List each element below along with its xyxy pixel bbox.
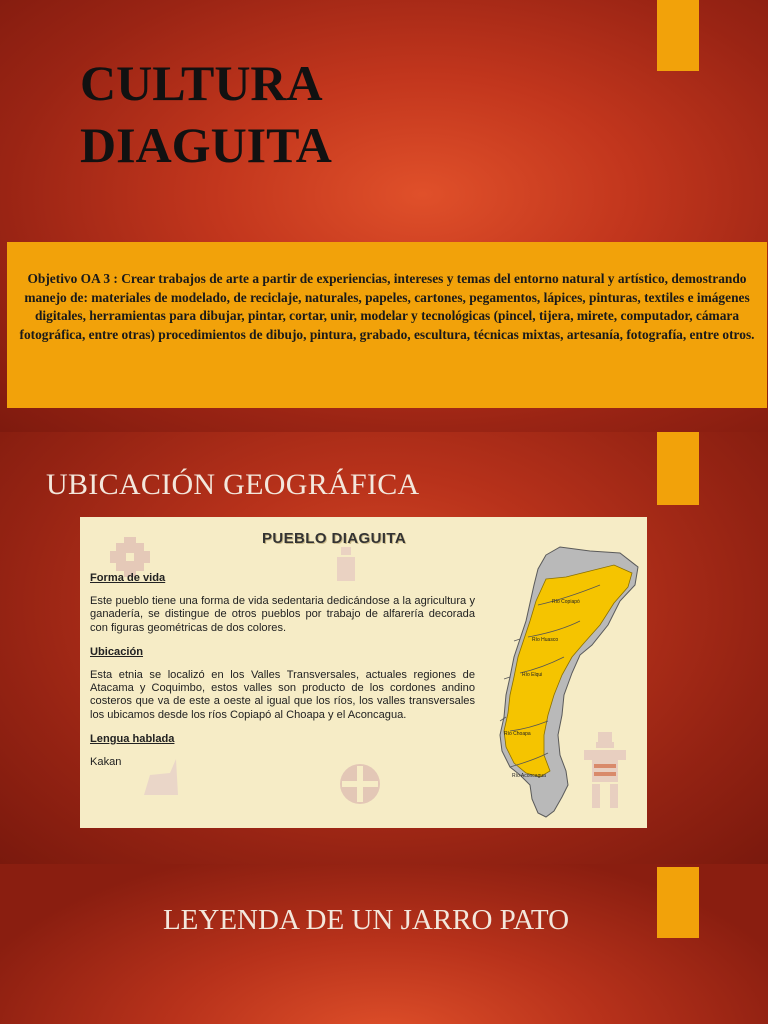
title-line-1: CULTURA bbox=[80, 55, 323, 111]
map-label: Río Choapa bbox=[504, 731, 531, 737]
section-heading: UBICACIÓN GEOGRÁFICA bbox=[46, 468, 420, 501]
map-label: Río Copiapó bbox=[552, 599, 580, 605]
slide-2 bbox=[0, 432, 768, 864]
objective-box: Objetivo OA 3 : Crear trabajos de arte a partir de experiencias, intereses y temas del entorno natural y artístico, demostrando manejo de: materiales de modelado, de reciclaje, naturales, papeles, cartones, pegamentos, lápices, pinturas, textiles e imágenes digitales, herramientas para dibujar, pintar, cortar, unir, modelar y tecnológicas (pincel, tijera, mirete, computador, cámara fotográfica, entre otras) procedimientos de dibujo, pintura, grabado, escultura, técnicas mixtas, artesanía, fotografía, entre otros. bbox=[7, 242, 767, 408]
section-text-forma-de-vida: Este pueblo tiene una forma de vida sedentaria dedicándose a la agricultura y ganadería, se distingue de otros pueblos por trabajo de alfarería decorada con figuras geométricas de dos colores. bbox=[90, 595, 475, 634]
map-label: Río Huasco bbox=[532, 637, 559, 643]
map-label: Río Aconcagua bbox=[512, 773, 546, 779]
geometric-motif-icon bbox=[110, 537, 150, 577]
section-heading-lengua: Lengua hablada bbox=[90, 732, 175, 745]
slide-3 bbox=[0, 864, 768, 1024]
section-text-ubicacion: Esta etnia se localizó en los Valles Transversales, actuales regiones de Atacama y Coquimbo, estos valles son producto de los cordones andino costeros que va de este a oeste al igual que los ríos, los valles transversales los ubicamos desde los ríos Copiapó al Choapa y el Aconcagua. bbox=[90, 669, 475, 721]
section-heading-forma-de-vida: Forma de vida bbox=[90, 572, 166, 584]
card-body bbox=[90, 572, 475, 769]
card-title: PUEBLO DIAGUITA bbox=[262, 530, 407, 547]
map-label: Río Elqui bbox=[522, 672, 543, 678]
region-map bbox=[480, 545, 647, 828]
slide-title bbox=[80, 52, 332, 176]
title-line-2: DIAGUITA bbox=[80, 117, 332, 173]
accent-bar bbox=[657, 432, 699, 505]
section-heading: LEYENDA DE UN JARRO PATO bbox=[162, 904, 570, 936]
section-heading-ubicacion: Ubicación bbox=[90, 645, 144, 658]
info-card bbox=[80, 517, 647, 828]
accent-bar bbox=[657, 0, 699, 71]
section-text-lengua: Kakan bbox=[90, 756, 122, 769]
slide-1 bbox=[0, 0, 768, 432]
